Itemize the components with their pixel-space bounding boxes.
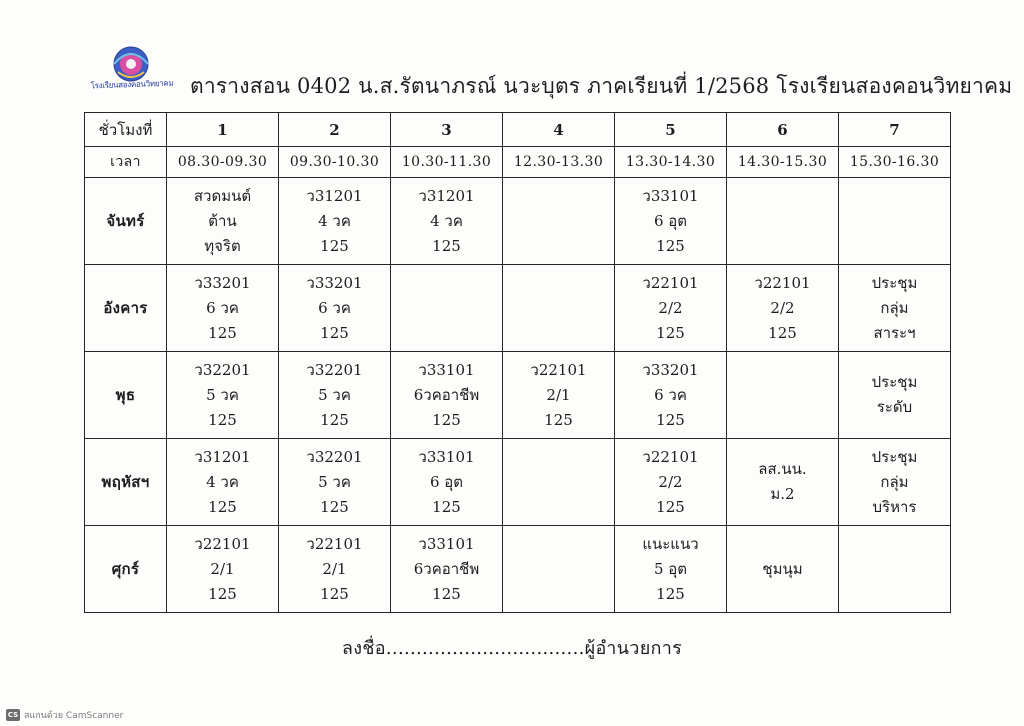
schedule-cell (839, 178, 951, 265)
cell-line: ต้าน (208, 211, 237, 230)
cell-line: 125 (320, 323, 349, 342)
cell-line: กลุ่ม (880, 472, 909, 491)
cell-line: ประชุม (871, 273, 918, 292)
time-range-cell: 13.30-14.30 (615, 147, 727, 178)
cell-line: 6วคอาชีพ (413, 559, 480, 578)
period-number-cell: 1 (167, 113, 279, 147)
period-number-cell: 6 (727, 113, 839, 147)
schedule-cell (839, 439, 951, 526)
schedule-cell (615, 178, 727, 265)
schedule-cell (503, 526, 615, 613)
cell-line: 125 (432, 584, 461, 603)
scanner-watermark (6, 708, 123, 722)
schedule-cell (279, 439, 391, 526)
cell-line: ว22101 (530, 360, 587, 379)
cell-line: แนะแนว (642, 534, 699, 553)
schedule-cell (391, 178, 503, 265)
cell-line: ม.2 (770, 485, 795, 503)
day-name-cell: อังคาร (85, 265, 167, 352)
cell-line: 6 วค (318, 298, 351, 317)
watermark-text: สแกนด้วย CamScanner (24, 711, 124, 721)
cell-line: ว32201 (306, 447, 363, 466)
cell-line: 125 (656, 410, 685, 429)
day-row (85, 526, 951, 613)
period-number-cell: 5 (615, 113, 727, 147)
schedule-cell (391, 439, 503, 526)
cell-line: 125 (432, 497, 461, 516)
schedule-cell (503, 265, 615, 352)
cell-line: 5 วค (318, 385, 351, 404)
period-number-cell: 2 (279, 113, 391, 147)
schedule-cell (503, 352, 615, 439)
cell-line: ลส.นน. (758, 460, 807, 478)
logo-caption: โรงเรียนสองคอนวิทยาคม (90, 78, 174, 91)
cell-line: 125 (208, 323, 237, 342)
cell-line: ว22101 (642, 447, 699, 466)
cell-line: ชุมนุม (762, 559, 803, 578)
schedule-cell (167, 439, 279, 526)
schedule-cell (391, 352, 503, 439)
schedule-cell (839, 265, 951, 352)
cell-line: 125 (656, 323, 685, 342)
time-header-row (85, 147, 951, 178)
schedule-cell (615, 439, 727, 526)
cell-line: ว31201 (194, 447, 251, 466)
schedule-cell (167, 265, 279, 352)
schedule-cell (615, 352, 727, 439)
cell-line: 6 วค (654, 385, 687, 404)
schedule-cell (167, 526, 279, 613)
time-range-cell: 15.30-16.30 (839, 147, 951, 178)
cell-line: 125 (208, 410, 237, 429)
cell-line: ว22101 (754, 273, 811, 292)
cell-line: สาระฯ (873, 323, 916, 342)
cell-line: ว33101 (642, 186, 699, 205)
schedule-cell (727, 526, 839, 613)
time-range-cell: 14.30-15.30 (727, 147, 839, 178)
day-row (85, 439, 951, 526)
schedule-cell (503, 439, 615, 526)
cell-line: 6 อุต (653, 211, 688, 230)
cell-line: 125 (320, 497, 349, 516)
cell-line: ประชุม (871, 373, 918, 391)
schedule-cell (279, 265, 391, 352)
cell-line: ว22101 (194, 534, 251, 553)
schedule-cell (839, 352, 951, 439)
cell-line: 125 (656, 497, 685, 516)
cell-line: 125 (320, 410, 349, 429)
cell-line: ว33101 (418, 447, 475, 466)
schedule-cell (279, 178, 391, 265)
cell-line: ว33101 (418, 534, 475, 553)
schedule-cell (167, 178, 279, 265)
cell-line: 125 (208, 497, 237, 516)
schedule-cell (391, 526, 503, 613)
signature-line: ลงชื่อ.................................ผู้อำนวยการ (341, 638, 683, 659)
cell-line: 5 อุต (653, 559, 688, 578)
schedule-cell (503, 178, 615, 265)
day-name-cell: ศุกร์ (85, 526, 167, 613)
period-header-row (85, 113, 951, 147)
cell-line: ว31201 (306, 186, 363, 205)
cell-line: ว33201 (642, 360, 699, 379)
cell-line: 125 (432, 410, 461, 429)
page-title: ตารางสอน 0402 น.ส.รัตนาภรณ์ นวะบุตร ภาคเรียนที่ 1/2568 โรงเรียนสองคอนวิทยาคม (190, 74, 1013, 98)
time-range-cell: 08.30-09.30 (167, 147, 279, 178)
cell-line: 2/1 (210, 559, 235, 578)
period-number-cell: 4 (503, 113, 615, 147)
cell-line: 6 วค (206, 298, 239, 317)
cell-line: ทุจริต (204, 236, 241, 255)
cell-line: ว22101 (306, 534, 363, 553)
period-number-cell: 7 (839, 113, 951, 147)
cell-line: ว33201 (194, 273, 251, 292)
schedule-cell (727, 265, 839, 352)
cell-line: 6วคอาชีพ (413, 385, 480, 404)
cell-line: 2/2 (770, 298, 795, 317)
cell-line: 2/2 (658, 298, 683, 317)
day-row (85, 178, 951, 265)
cell-line: 5 วค (206, 385, 239, 404)
cell-line: ว33101 (418, 360, 475, 379)
schedule-cell (615, 526, 727, 613)
cell-line: 125 (656, 584, 685, 603)
cell-line: กลุ่ม (880, 298, 909, 317)
schedule-cell (727, 439, 839, 526)
schedule-cell (279, 526, 391, 613)
time-range-cell: 12.30-13.30 (503, 147, 615, 178)
cell-line: ระดับ (876, 398, 913, 416)
time-label-cell: เวลา (85, 147, 167, 178)
period-label-cell: ชั่วโมงที่ (85, 113, 167, 147)
cell-line: 2/2 (658, 472, 683, 491)
cell-line: ว22101 (642, 273, 699, 292)
time-range-cell: 10.30-11.30 (391, 147, 503, 178)
cell-line: 125 (320, 236, 349, 255)
cell-line: 4 วค (206, 472, 239, 491)
cell-line: 2/1 (546, 385, 571, 404)
cell-line: ประชุม (871, 447, 918, 466)
period-number-cell: 3 (391, 113, 503, 147)
cell-line: 125 (544, 410, 573, 429)
day-name-cell: จันทร์ (85, 178, 167, 265)
cell-line: ว33201 (306, 273, 363, 292)
cell-line: ว32201 (306, 360, 363, 379)
cell-line: 125 (432, 236, 461, 255)
timetable (84, 112, 951, 613)
day-rows (85, 178, 951, 613)
day-row (85, 352, 951, 439)
day-name-cell: พฤหัสฯ (85, 439, 167, 526)
schedule-cell (727, 352, 839, 439)
day-row (85, 265, 951, 352)
cell-line: 4 วค (430, 211, 463, 230)
cell-line: 6 อุต (429, 472, 464, 491)
cell-line: 125 (768, 323, 797, 342)
schedule-cell (167, 352, 279, 439)
time-range-cell: 09.30-10.30 (279, 147, 391, 178)
cell-line: 5 วค (318, 472, 351, 491)
cell-line: 4 วค (318, 211, 351, 230)
schedule-cell (615, 265, 727, 352)
cell-line: 125 (320, 584, 349, 603)
cell-line: 2/1 (322, 559, 347, 578)
cell-line: ว32201 (194, 360, 251, 379)
camscanner-icon: CS (7, 711, 19, 719)
schedule-cell (279, 352, 391, 439)
cell-line: ว31201 (418, 186, 475, 205)
cell-line: บริหาร (872, 497, 917, 516)
cell-line: สวดมนต์ (193, 186, 252, 205)
cell-line: 125 (656, 236, 685, 255)
schedule-cell (391, 265, 503, 352)
day-name-cell: พุธ (85, 352, 167, 439)
cell-line: 125 (208, 584, 237, 603)
schedule-cell (839, 526, 951, 613)
schedule-cell (727, 178, 839, 265)
